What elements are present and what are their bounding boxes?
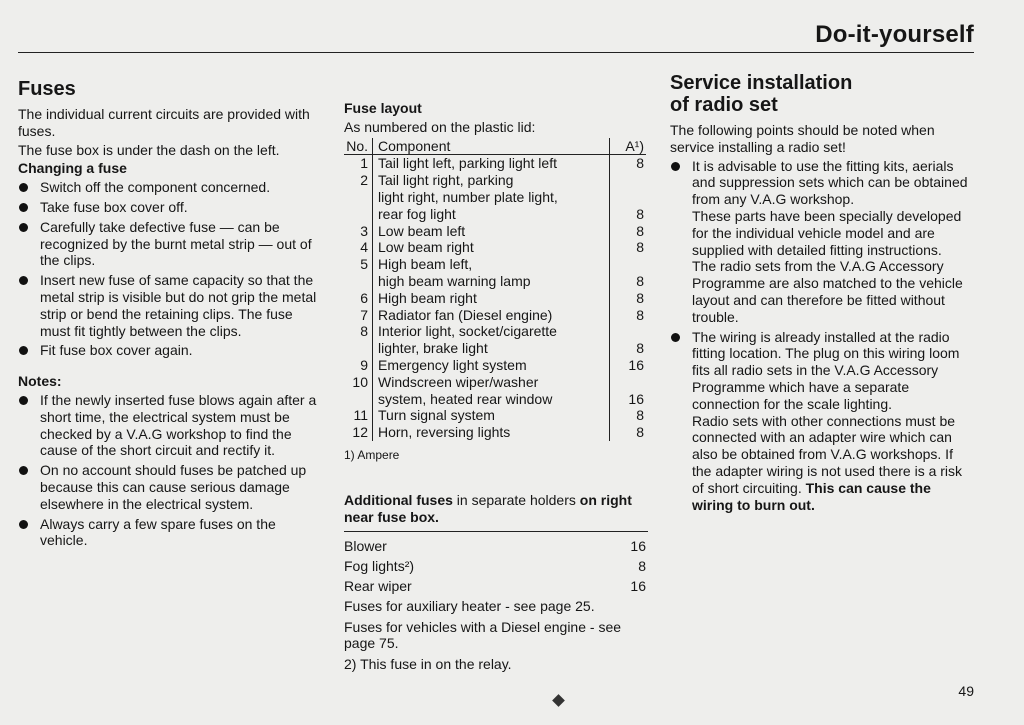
radio-bullet-2-p2 [692, 413, 974, 514]
fuse-amp: 8 [636, 289, 644, 306]
fuse-no [344, 206, 373, 223]
bullet-icon [19, 223, 28, 232]
fuse-row [344, 239, 646, 256]
fuse-no: 1 [344, 155, 373, 172]
fuses-title: Fuses [18, 78, 76, 100]
radio-title-line-2: of radio set [670, 94, 778, 116]
fuse-no: 2 [344, 172, 373, 189]
step-item-text: Switch off the component concerned. [40, 179, 271, 196]
additional-fuse-row [344, 558, 648, 575]
fuse-row [344, 357, 646, 374]
fuse-no: 5 [344, 256, 373, 273]
additional-fuse-value: 16 [630, 577, 646, 594]
fuse-row [344, 223, 646, 240]
fuse-component: system, heated rear window [373, 391, 610, 408]
fuses-intro-2: The fuse box is under the dash on the left. [18, 141, 280, 158]
additional-fuses-heading [344, 492, 648, 533]
fuse-amp: 16 [628, 390, 644, 407]
changing-fuse-steps [18, 179, 322, 359]
fuse-row [344, 189, 646, 206]
additional-fuse-label: Blower [344, 538, 387, 555]
fuses-section [18, 70, 322, 552]
fuse-no: 3 [344, 223, 373, 240]
fuse-amp: 8 [636, 155, 644, 172]
radio-intro: The following points should be noted when service installing a radio set! [670, 122, 935, 155]
fuse-no [344, 273, 373, 290]
fuse-no [344, 340, 373, 357]
fuse-component: light right, number plate light, [373, 189, 610, 206]
fuse-no [344, 189, 373, 206]
additional-fuse-value: 16 [630, 538, 646, 555]
fuse-table-header [344, 138, 646, 155]
note-item [18, 462, 322, 512]
fuse-row [344, 290, 646, 307]
fuse-component: lighter, brake light [373, 340, 610, 357]
fuse-amp: 8 [636, 306, 644, 323]
additional-note-2: Fuses for vehicles with a Diesel engine - see page 75. [344, 618, 622, 652]
col-no: No. [344, 138, 373, 155]
fuse-amp: 8 [636, 340, 644, 357]
radio-section [670, 72, 974, 516]
step-item-text: Insert new fuse of same capacity so that the metal strip is visible but do not grip the metal strip or bend the retaining clips. The fuse must fit tightly between the clips. [40, 272, 317, 339]
note-item-text: If the newly inserted fuse blows again after a short time, the electrical system must be checked by a V.A.G workshop to find the cause of the short circuit and rectify it. [40, 391, 317, 459]
step-item-text: Carefully take defective fuse — can be recognized by the burnt metal strip — out of the clips. [40, 218, 312, 269]
fuse-amp: 8 [636, 205, 644, 222]
additional-bold-2: on right near fuse box. [344, 491, 632, 525]
fuse-row [344, 155, 646, 172]
bullet-icon [671, 162, 680, 171]
fuse-layout-subtitle: As numbered on the plastic lid: [344, 118, 536, 135]
fuse-amp [610, 172, 647, 189]
radio-bullet-1-p3: The radio sets from the V.A.G Accessory Programme are also matched to the vehicle layout and can therefore be fitted without trouble. [692, 258, 963, 325]
fuse-component: High beam right [373, 290, 610, 307]
fuse-row [344, 273, 646, 290]
bullet-icon [671, 333, 680, 342]
fuse-no [344, 391, 373, 408]
fuse-row [344, 256, 646, 273]
fuse-row [344, 307, 646, 324]
fuse-no: 6 [344, 290, 373, 307]
fuse-component: Turn signal system [373, 407, 610, 424]
col-amp: A¹) [610, 138, 647, 155]
fuse-component: Interior light, socket/cigarette [373, 323, 610, 340]
radio-bullet-2-text: Radio sets with other connections must be connected with an adapter wire which can also be obtained from V.A.G workshops. If the adapter wiring is not used there is a risk of short circuiting. [692, 412, 963, 496]
step-item-text: Fit fuse box cover again. [40, 342, 193, 359]
fuse-component: Tail light left, parking light left [373, 155, 610, 172]
fuse-amp: 8 [636, 272, 644, 289]
fuse-component: rear fog light [373, 206, 610, 223]
additional-bold-1: Additional fuses [344, 491, 453, 508]
page-header [18, 18, 974, 53]
radio-bullet-2-p1: The wiring is already installed at the radio fitting location. The plug on this wiring loom fits all radio sets in the V.A.G Accessory Programme which have a separate connection for the scale lighting. [692, 328, 960, 412]
fuse-row [344, 374, 646, 391]
radio-title [670, 72, 974, 116]
fuse-amp: 8 [636, 239, 644, 256]
fuse-no: 4 [344, 239, 373, 256]
note-item [18, 516, 322, 550]
fuses-intro-1: The individual current circuits are provided with fuses. [18, 106, 310, 139]
note-item [18, 392, 322, 459]
fuse-footnote: 1) Ampere [344, 447, 400, 462]
fuse-component: Tail light right, parking [373, 172, 610, 189]
fuse-amp [610, 189, 647, 206]
radio-title-line-1: Service installation [670, 72, 853, 94]
diamond-icon [552, 694, 565, 707]
fuse-no: 9 [344, 357, 373, 374]
fuse-table [344, 138, 646, 441]
bullet-icon [19, 203, 28, 212]
changing-fuse-title: Changing a fuse [18, 160, 127, 177]
fuse-component: Radiator fan (Diesel engine) [373, 307, 610, 324]
step-item [18, 219, 322, 269]
radio-bullet-1-p1: It is advisable to use the fitting kits, aerials and suppression sets which can be obtained from any V.A.G workshop. [692, 157, 968, 208]
bullet-icon [19, 466, 28, 475]
fuse-component: High beam left, [373, 256, 610, 273]
step-item [18, 272, 322, 339]
fuse-component: Horn, reversing lights [373, 424, 610, 441]
fuse-no: 8 [344, 323, 373, 340]
fuse-component: Low beam right [373, 239, 610, 256]
additional-fuse-row [344, 578, 648, 595]
notes-list [18, 392, 322, 549]
fuse-row [344, 340, 646, 357]
fuse-amp [610, 323, 647, 340]
fuse-layout-title: Fuse layout [344, 100, 422, 116]
fuse-no: 11 [344, 407, 373, 424]
additional-fuse-label: Fog lights²) [344, 558, 415, 575]
radio-bullet-1 [670, 158, 974, 326]
bullet-icon [19, 183, 28, 192]
bullet-icon [19, 520, 28, 529]
fuse-no: 7 [344, 307, 373, 324]
additional-fuses-list [344, 538, 648, 594]
step-item [18, 179, 322, 196]
bullet-icon [19, 276, 28, 285]
fuse-row [344, 424, 646, 441]
header-title: Do-it-yourself [815, 21, 974, 48]
fuse-no: 10 [344, 374, 373, 391]
additional-note-1: Fuses for auxiliary heater - see page 25. [344, 597, 595, 614]
page-number: 49 [958, 683, 974, 699]
additional-text: in separate holders [452, 491, 580, 508]
radio-bullet-1-p2: These parts have been specially developed for the individual vehicle model and are supplied with detailed fitting instructions. [692, 207, 962, 258]
additional-fuse-label: Rear wiper [344, 577, 412, 594]
fuse-row [344, 206, 646, 223]
step-item [18, 342, 322, 359]
fuse-component: Windscreen wiper/washer [373, 374, 610, 391]
additional-fuse-row [344, 538, 648, 555]
bullet-icon [19, 396, 28, 405]
fuse-no: 12 [344, 424, 373, 441]
col-component: Component [373, 138, 610, 155]
additional-note-3: 2) This fuse in on the relay. [344, 656, 512, 673]
fuse-row [344, 323, 646, 340]
fuse-amp: 8 [636, 222, 644, 239]
fuse-amp [610, 256, 647, 273]
note-item-text: On no account should fuses be patched up because this can cause serious damage elsewhere in the electrical system. [40, 462, 307, 512]
fuse-amp: 16 [628, 356, 644, 373]
step-item [18, 199, 322, 216]
bullet-icon [19, 346, 28, 355]
additional-fuse-value: 8 [638, 558, 646, 575]
fuse-component: high beam warning lamp [373, 273, 610, 290]
notes-title: Notes: [18, 373, 62, 390]
fuse-component: Emergency light system [373, 357, 610, 374]
fuse-component: Low beam left [373, 223, 610, 240]
fuse-layout-section [344, 100, 648, 675]
radio-warning: This can cause the wiring to burn out. [692, 479, 931, 513]
fuse-row [344, 391, 646, 408]
fuse-amp [610, 374, 647, 391]
radio-bullet-2 [670, 329, 974, 514]
note-item-text: Always carry a few spare fuses on the vehicle. [40, 515, 276, 549]
fuse-row [344, 172, 646, 189]
fuse-amp: 8 [636, 424, 644, 441]
fuse-row [344, 407, 646, 424]
step-item-text: Take fuse box cover off. [40, 198, 188, 215]
fuse-amp: 8 [636, 407, 644, 424]
